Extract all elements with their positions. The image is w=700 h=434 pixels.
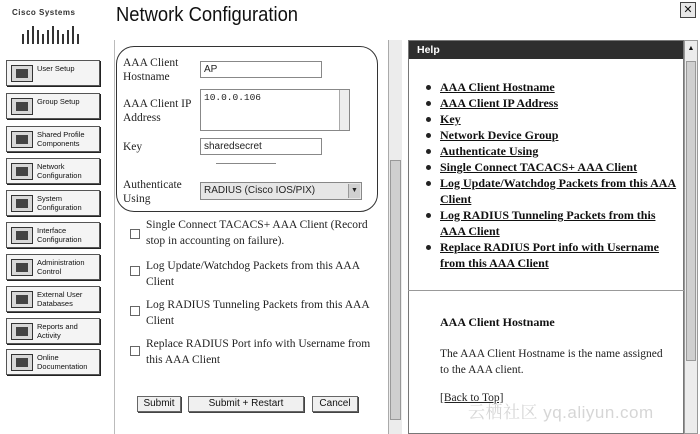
submit-restart-button[interactable]: Submit + Restart — [188, 396, 304, 412]
form-scrollbar[interactable] — [388, 40, 402, 434]
sidebar-item-network-configuration[interactable] — [6, 158, 100, 184]
scrollbar-thumb[interactable] — [686, 61, 696, 361]
ip-address-label: AAA Client IP Address — [123, 98, 191, 124]
documentation-icon — [11, 354, 33, 371]
chevron-down-icon[interactable]: ▼ — [348, 184, 360, 198]
back-to-top-link[interactable]: [Back to Top] — [440, 392, 504, 404]
help-title: Help — [409, 41, 683, 59]
cisco-bars-icon — [20, 22, 80, 44]
group-icon — [11, 98, 33, 115]
sidebar-item-shared-profile[interactable] — [6, 126, 100, 152]
single-connect-checkbox[interactable] — [130, 229, 140, 239]
textarea-scrollbar[interactable] — [339, 90, 349, 130]
logo-text: Cisco Systems — [12, 8, 76, 17]
replace-radius-port-label: Replace RADIUS Port info with Username from this AAA Client — [146, 338, 371, 366]
cisco-logo — [12, 6, 92, 46]
bullet-icon — [426, 149, 431, 154]
hostname-label: AAA Client Hostname — [123, 57, 179, 83]
sidebar-item-label: Reports and Activity — [37, 322, 78, 340]
authenticate-select[interactable] — [200, 182, 362, 200]
help-link-hostname[interactable]: AAA Client Hostname — [440, 80, 555, 94]
help-link-log-radius-tunneling[interactable]: Log RADIUS Tunneling Packets from this AAA Client — [440, 208, 656, 238]
cancel-button[interactable]: Cancel — [312, 396, 358, 412]
sidebar-item-group-setup[interactable] — [6, 93, 100, 119]
bullet-icon — [426, 165, 431, 170]
help-link-replace-radius-port[interactable]: Replace RADIUS Port info with Username from this AAA Client — [440, 240, 659, 270]
sidebar-item-user-setup[interactable] — [6, 60, 100, 86]
reports-icon — [11, 323, 33, 340]
sidebar-item-interface-configuration[interactable] — [6, 222, 100, 248]
single-connect-label: Single Connect TACACS+ AAA Client (Record stop in accounting on failure). — [146, 219, 368, 247]
sidebar-item-label: Shared Profile Components — [37, 130, 85, 148]
sidebar-item-label: External User Databases — [37, 290, 83, 308]
key-label: Key — [123, 141, 143, 153]
sidebar-item-system-configuration[interactable] — [6, 190, 100, 216]
help-link-single-connect[interactable]: Single Connect TACACS+ AAA Client — [440, 160, 638, 174]
sidebar-item-label: Administration Control — [37, 258, 85, 276]
log-radius-tunneling-label: Log RADIUS Tunneling Packets from this AAA Client — [146, 299, 369, 327]
ip-address-value: 10.0.0.106 — [204, 92, 262, 103]
sidebar-item-label: Group Setup — [37, 97, 80, 106]
sidebar-item-online-documentation[interactable] — [6, 349, 100, 375]
interface-icon — [11, 227, 33, 244]
watermark: 云栖社区 yq.aliyun.com — [468, 403, 654, 422]
sidebar-item-label: Interface Configuration — [37, 226, 82, 244]
help-link-log-update[interactable]: Log Update/Watchdog Packets from this AAA Client — [440, 176, 677, 206]
bullet-icon — [426, 85, 431, 90]
help-section-body: The AAA Client Hostname is the name assigned to the AAA client. — [440, 348, 663, 376]
bullet-icon — [426, 101, 431, 106]
sidebar-item-label: Online Documentation — [37, 353, 88, 371]
sidebar-item-external-user-databases[interactable] — [6, 286, 100, 312]
sidebar-item-label: Network Configuration — [37, 162, 82, 180]
help-link-key[interactable]: Key — [440, 112, 461, 126]
log-radius-tunneling-checkbox[interactable] — [130, 306, 140, 316]
bullet-icon — [426, 117, 431, 122]
bullet-icon — [426, 133, 431, 138]
authenticate-label: Authenticate Using — [123, 179, 182, 205]
log-update-label: Log Update/Watchdog Packets from this AAA Client — [146, 260, 360, 288]
bullet-icon — [426, 245, 431, 250]
help-divider — [408, 290, 684, 291]
key-field[interactable]: sharedsecret — [200, 138, 322, 155]
submit-button[interactable]: Submit — [137, 396, 181, 412]
divider — [216, 163, 276, 164]
sidebar-item-label: System Configuration — [37, 194, 82, 212]
bullet-icon — [426, 213, 431, 218]
replace-radius-port-checkbox[interactable] — [130, 346, 140, 356]
help-link-network-device-group[interactable]: Network Device Group — [440, 128, 559, 142]
page-title: Network Configuration — [116, 4, 299, 26]
sidebar-item-label: User Setup — [37, 64, 75, 73]
log-update-checkbox[interactable] — [130, 266, 140, 276]
administration-icon — [11, 259, 33, 276]
database-icon — [11, 291, 33, 308]
system-icon — [11, 195, 33, 212]
help-section-title: AAA Client Hostname — [440, 315, 555, 329]
user-icon — [11, 65, 33, 82]
scrollbar-thumb[interactable] — [390, 160, 401, 420]
sidebar-item-reports-activity[interactable] — [6, 318, 100, 344]
bullet-icon — [426, 181, 431, 186]
help-link-ip-address[interactable]: AAA Client IP Address — [440, 96, 559, 110]
close-button[interactable]: ✕ — [680, 2, 696, 18]
sidebar-item-administration-control[interactable] — [6, 254, 100, 280]
help-scrollbar[interactable] — [684, 40, 698, 434]
hostname-field[interactable]: AP — [200, 61, 322, 78]
scroll-up-icon[interactable]: ▲ — [687, 44, 695, 52]
help-link-authenticate-using[interactable]: Authenticate Using — [440, 144, 539, 158]
authenticate-select-value: RADIUS (Cisco IOS/PIX) — [204, 185, 316, 196]
ip-address-field[interactable] — [200, 89, 350, 131]
shared-profile-icon — [11, 131, 33, 148]
network-icon — [11, 163, 33, 180]
